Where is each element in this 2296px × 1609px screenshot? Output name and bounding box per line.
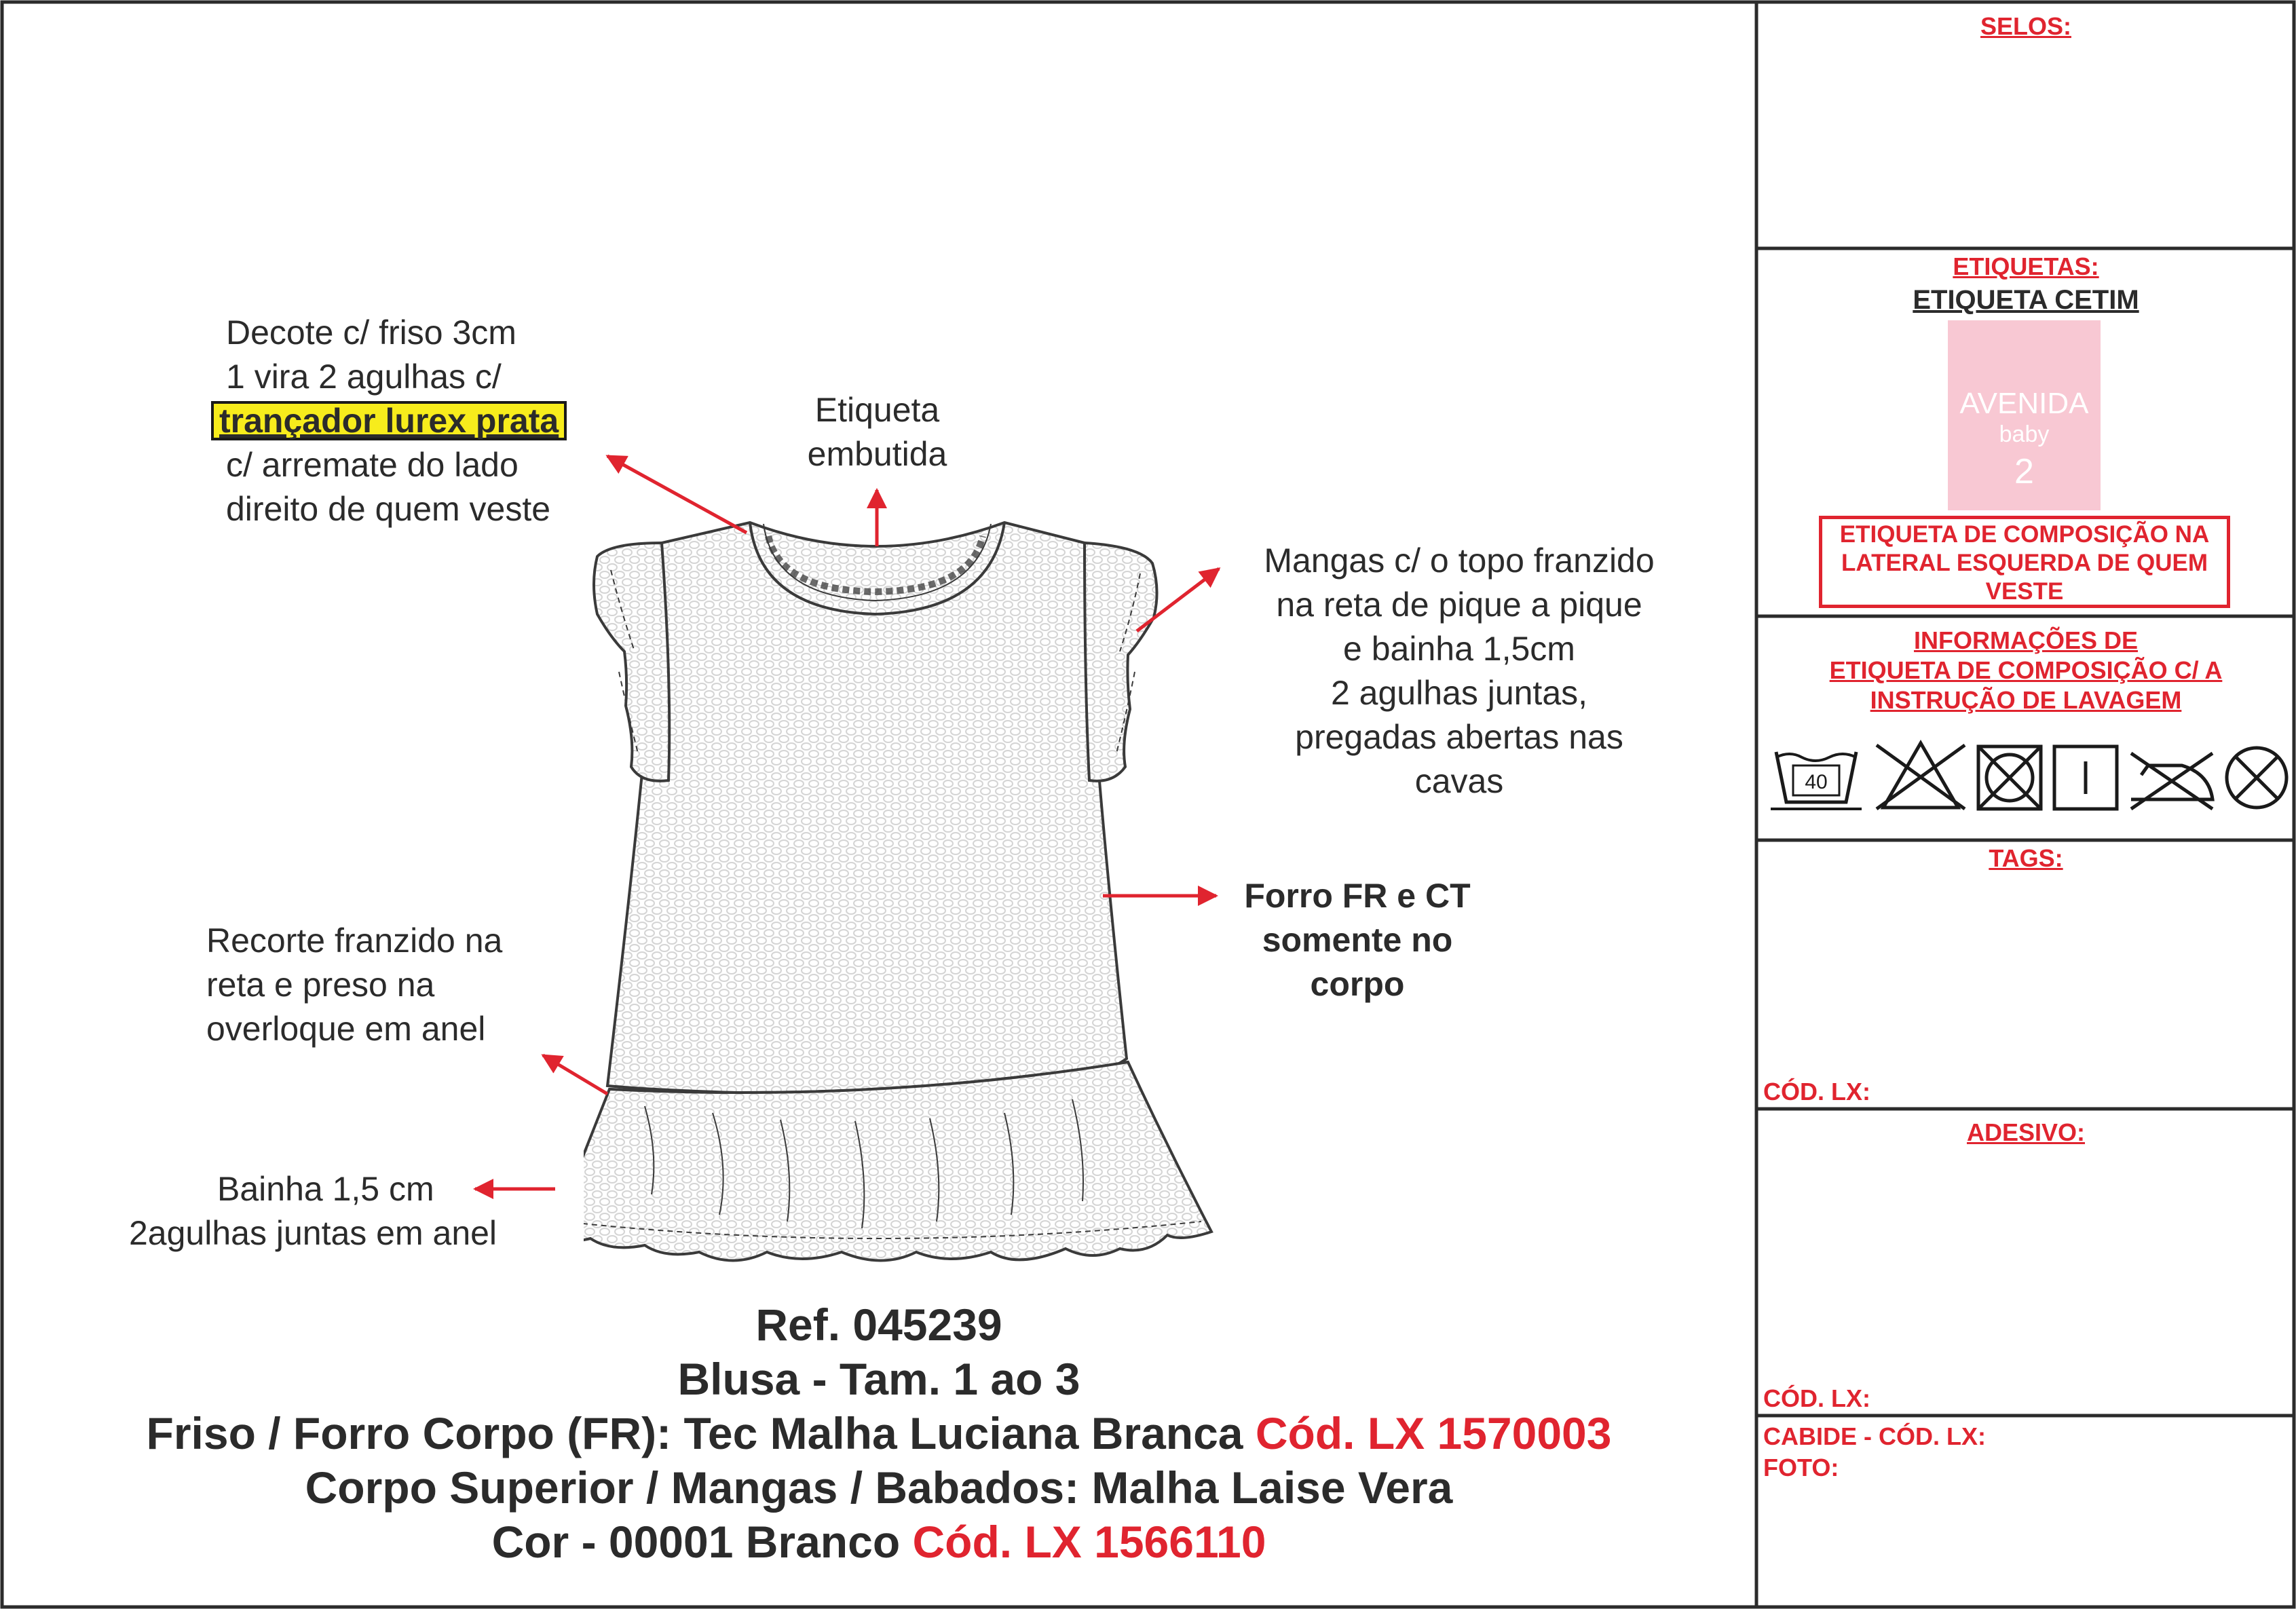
tags-code-label: CÓD. LX: [1763, 1078, 1870, 1105]
product-ref: Ref. 045239 [755, 1300, 1002, 1350]
arrow-cutout [543, 1055, 607, 1094]
svg-text:40: 40 [1805, 771, 1828, 793]
etiquetas-title: ETIQUETAS: [1953, 252, 2099, 280]
product-fabric-1: Friso / Forro Corpo (FR): Tec Malha Luciana Branca Cód. LX 1570003 [146, 1408, 1612, 1458]
composition-note: ETIQUETA DE COMPOSIÇÃO NA LATERAL ESQUERDA DE QUEM VESTE [1819, 516, 2230, 608]
note-label: Etiqueta embutida [807, 391, 947, 473]
no-iron-icon [2131, 753, 2213, 809]
note-sleeves: Mangas c/ o topo franzido na reta de pique a pique e bainha 1,5cm 2 agulhas juntas, pregadas abertas nas cavas [1264, 542, 1655, 800]
adesivo-code-label: CÓD. LX: [1763, 1384, 1870, 1412]
product-color: Cor - 00001 Branco Cód. LX 1566110 [491, 1517, 1266, 1567]
adesivo-title: ADESIVO: [1966, 1118, 2086, 1146]
fabric-1-code: Cód. LX 1570003 [1255, 1408, 1612, 1458]
line-dry-icon [2054, 746, 2117, 809]
care-symbols [1761, 733, 2291, 818]
wash-40-icon [1771, 752, 1862, 809]
arrow-neckline [607, 456, 747, 533]
note-neckline: Decote c/ friso 3cm 1 vira 2 agulhas c/ trançador lurex prata c/ arremate do lado direito de quem veste [226, 311, 567, 531]
note-hem: Bainha 1,5 cm 2agulhas juntas em anel [129, 1170, 497, 1252]
no-tumble-dry-icon [1978, 746, 2041, 809]
product-fabric-2: Corpo Superior / Mangas / Babados: Malha Laise Vera [305, 1462, 1453, 1513]
tags-title: TAGS: [1989, 844, 2063, 872]
color-code: Cód. LX 1566110 [912, 1517, 1266, 1567]
cabide-code-label: CABIDE - CÓD. LX: [1763, 1422, 1986, 1450]
foto-label: FOTO: [1763, 1454, 1839, 1481]
brand-label: AVENIDA baby 2 [1948, 320, 2101, 510]
highlight-lurex: trançador lurex prata [211, 401, 567, 440]
etiqueta-cetim: ETIQUETA CETIM [1913, 285, 2139, 315]
note-cutout: Recorte franzido na reta e preso na overloque em anel [206, 922, 503, 1048]
selos-title: SELOS: [1980, 12, 2071, 40]
product-name: Blusa - Tam. 1 ao 3 [677, 1354, 1080, 1404]
no-bleach-icon [1877, 743, 1965, 809]
wash-info-title: INFORMAÇÕES DE ETIQUETA DE COMPOSIÇÃO C/ A INSTRUÇÃO DE LAVAGEM [1829, 626, 2223, 714]
arrow-sleeves [1137, 569, 1219, 631]
no-dry-clean-icon [2227, 748, 2286, 808]
note-lining: Forro FR e CT somente no corpo [1244, 877, 1471, 1003]
